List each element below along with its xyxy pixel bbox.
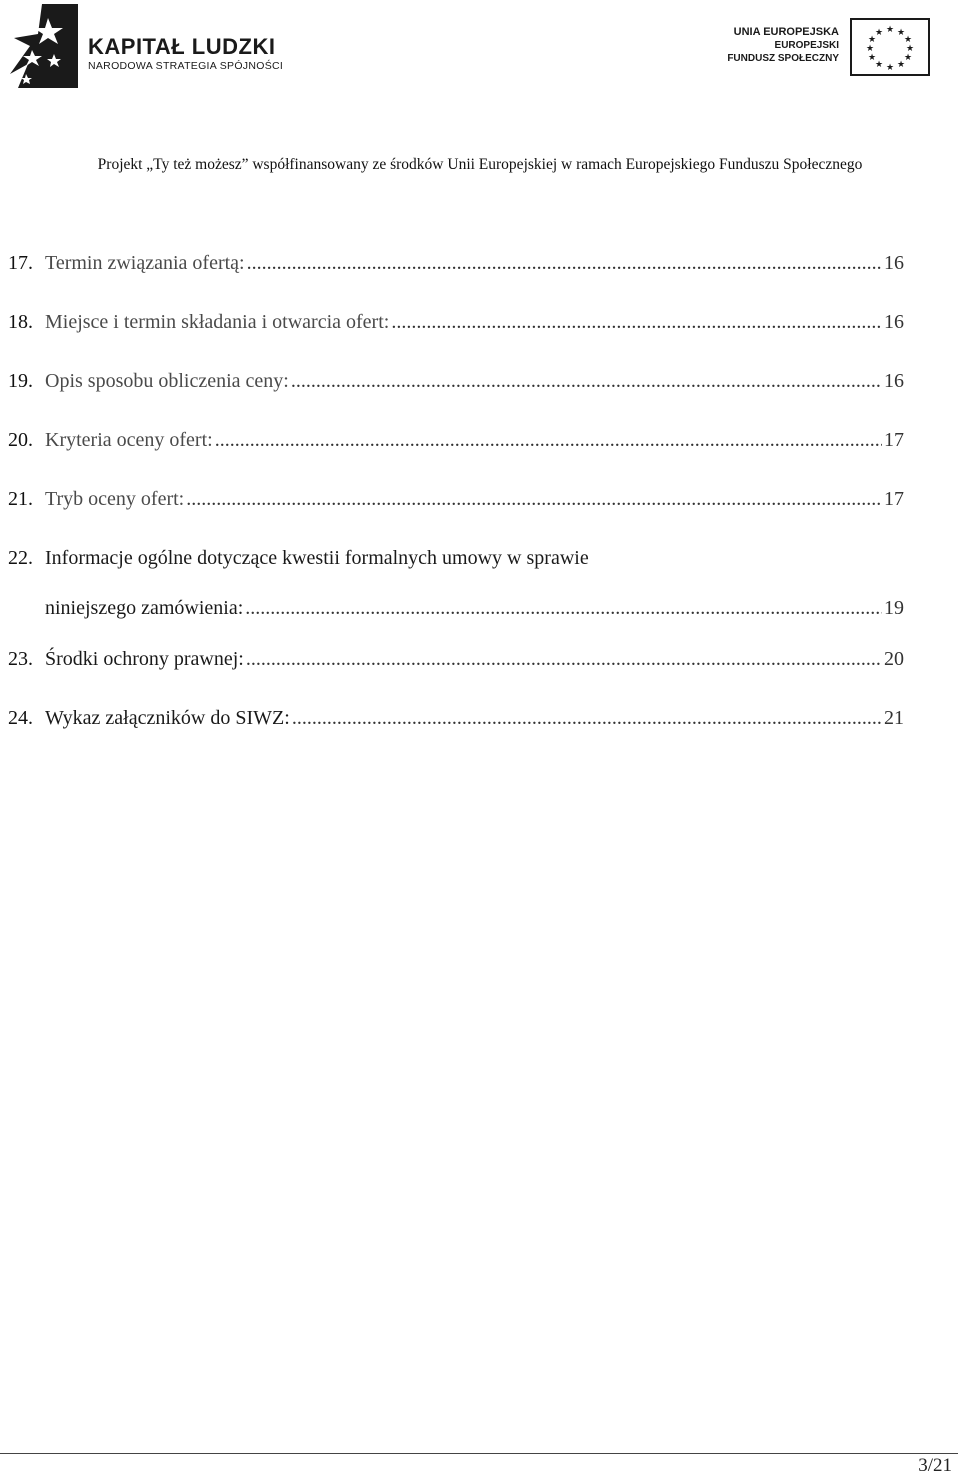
toc-entry-20[interactable] bbox=[8, 423, 904, 457]
svg-text:★: ★ bbox=[905, 44, 915, 54]
page-number: 3/21 bbox=[918, 1455, 952, 1476]
toc-entry-21[interactable] bbox=[8, 482, 904, 516]
toc-entry-19[interactable] bbox=[8, 364, 904, 398]
toc-title: Tryb oceny ofert: bbox=[45, 488, 185, 510]
toc-title: Opis sposobu obliczenia ceny: bbox=[45, 370, 289, 392]
svg-text:★: ★ bbox=[874, 60, 884, 70]
toc-page-number: 17 bbox=[884, 429, 904, 451]
svg-text:★: ★ bbox=[896, 60, 906, 70]
toc-leader-dots bbox=[246, 642, 882, 676]
svg-text:★: ★ bbox=[885, 63, 895, 73]
table-of-contents bbox=[8, 246, 904, 735]
svg-text:★: ★ bbox=[865, 44, 875, 54]
kapital-ludzki-subtitle: NARODOWA STRATEGIA SPÓJNOŚCI bbox=[88, 60, 284, 72]
toc-leader-dots bbox=[292, 701, 882, 735]
toc-title: Wykaz załączników do SIWZ: bbox=[45, 707, 290, 729]
toc-leader-dots bbox=[215, 423, 882, 457]
eu-logo bbox=[728, 18, 933, 80]
eu-logo-line2: EUROPEJSKI bbox=[774, 40, 839, 51]
toc-leader-dots bbox=[391, 305, 882, 339]
toc-page-number: 20 bbox=[884, 648, 904, 670]
footer-divider bbox=[0, 1453, 958, 1454]
toc-number: 19. bbox=[8, 370, 33, 392]
toc-page-number: 17 bbox=[884, 488, 904, 510]
toc-title: Kryteria oceny ofert: bbox=[45, 429, 213, 451]
eu-logo-line3: FUNDUSZ SPOŁECZNY bbox=[727, 53, 839, 64]
project-cofinancing-line: Projekt „Ty też możesz” współfinansowany ze środków Unii Europejskiej w ramach Europejskiego Funduszu Społecznego bbox=[97, 156, 863, 173]
toc-number: 22. bbox=[8, 547, 33, 569]
toc-number: 21. bbox=[8, 488, 33, 510]
toc-title-continued: niniejszego zamówienia: bbox=[45, 597, 244, 619]
kapital-ludzki-title: KAPITAŁ LUDZKI bbox=[88, 34, 276, 59]
toc-page-number: 16 bbox=[884, 370, 904, 392]
toc-title: Środki ochrony prawnej: bbox=[45, 648, 244, 670]
svg-text:★: ★ bbox=[867, 53, 877, 63]
toc-leader-dots bbox=[245, 591, 882, 625]
toc-leader-dots bbox=[186, 482, 882, 516]
toc-leader-dots bbox=[247, 246, 882, 280]
eu-flag-icon bbox=[850, 18, 930, 76]
toc-entry-22[interactable] bbox=[8, 541, 904, 625]
svg-text:★: ★ bbox=[903, 35, 913, 45]
toc-title: Termin związania ofertą: bbox=[45, 252, 245, 274]
svg-text:★: ★ bbox=[885, 25, 895, 35]
kapital-ludzki-emblem-icon bbox=[8, 4, 78, 88]
svg-text:★: ★ bbox=[867, 35, 877, 45]
toc-number: 24. bbox=[8, 707, 33, 729]
svg-text:★: ★ bbox=[874, 28, 884, 38]
toc-entry-18[interactable] bbox=[8, 305, 904, 339]
eu-logo-line1: UNIA EUROPEJSKA bbox=[733, 26, 839, 38]
page-header bbox=[0, 0, 960, 90]
eu-logo-text bbox=[727, 26, 839, 65]
toc-number: 17. bbox=[8, 252, 33, 274]
kapital-ludzki-logo bbox=[8, 4, 284, 88]
toc-entry-23[interactable] bbox=[8, 642, 904, 676]
toc-page-number: 16 bbox=[884, 252, 904, 274]
toc-page-number: 19 bbox=[884, 597, 904, 619]
toc-entry-17[interactable] bbox=[8, 246, 904, 280]
toc-title: Miejsce i termin składania i otwarcia ofert: bbox=[45, 311, 390, 333]
svg-text:★: ★ bbox=[903, 53, 913, 63]
toc-number: 23. bbox=[8, 648, 33, 670]
toc-page-number: 21 bbox=[884, 707, 904, 729]
toc-leader-dots bbox=[291, 364, 882, 398]
toc-title: Informacje ogólne dotyczące kwestii formalnych umowy w sprawie bbox=[45, 547, 589, 569]
toc-page-number: 16 bbox=[884, 311, 904, 333]
svg-text:★: ★ bbox=[896, 28, 906, 38]
toc-number: 18. bbox=[8, 311, 33, 333]
toc-entry-24[interactable] bbox=[8, 701, 904, 735]
toc-number: 20. bbox=[8, 429, 33, 451]
